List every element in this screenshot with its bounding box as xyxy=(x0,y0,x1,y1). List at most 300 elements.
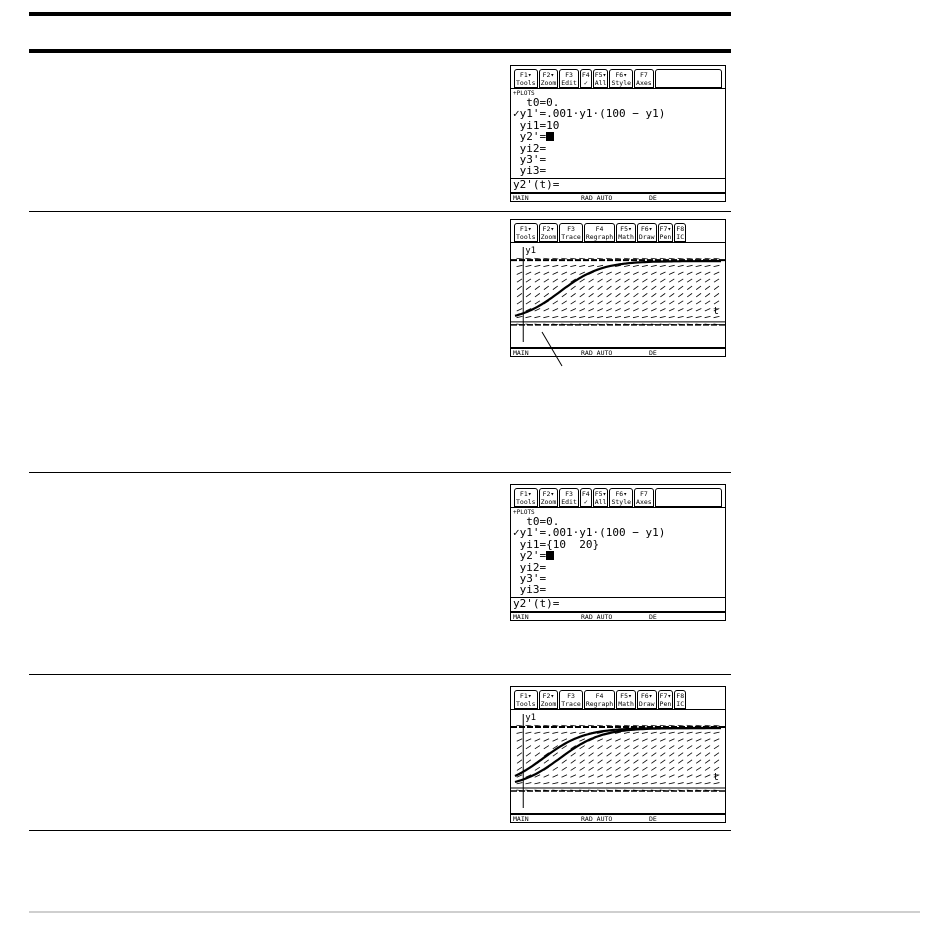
slope-segment xyxy=(696,258,702,259)
slope-segment xyxy=(535,739,540,742)
slope-segment xyxy=(633,316,639,317)
slope-segment xyxy=(660,767,665,770)
slope-segment xyxy=(553,775,558,778)
slope-segment xyxy=(607,286,612,290)
slope-segment xyxy=(580,767,585,770)
slope-segment xyxy=(517,265,523,266)
function-key-7[interactable]: F7 Axes xyxy=(636,71,652,87)
slope-segment xyxy=(607,767,612,770)
slope-segment xyxy=(535,301,540,304)
slope-segment xyxy=(678,725,684,726)
callout-pointer xyxy=(540,330,580,370)
slope-segment xyxy=(580,301,585,304)
slope-segment xyxy=(696,301,701,304)
slope-segment xyxy=(606,783,612,784)
slope-segment xyxy=(669,286,674,290)
slope-segment xyxy=(517,725,523,726)
y3-line: y3'= xyxy=(513,153,547,167)
slope-segment xyxy=(606,775,611,778)
slope-segment xyxy=(589,293,594,297)
slope-segment xyxy=(580,746,585,749)
slope-segment xyxy=(571,301,576,304)
slope-segment xyxy=(526,760,531,763)
slope-segment xyxy=(642,746,647,749)
slope-segment xyxy=(543,258,549,259)
slope-segment xyxy=(571,308,576,311)
slope-segment xyxy=(615,767,620,770)
slope-segment xyxy=(696,293,701,297)
slope-segment xyxy=(696,308,701,311)
slope-segment xyxy=(570,775,575,778)
slope-segment xyxy=(624,739,629,742)
slope-segment xyxy=(526,279,531,282)
slope-segment xyxy=(517,301,522,304)
slope-segment xyxy=(597,775,602,778)
slope-segment xyxy=(678,279,683,282)
slope-segment xyxy=(625,760,630,763)
toolbar xyxy=(511,687,725,710)
slope-segment xyxy=(571,272,576,275)
slope-segment xyxy=(651,760,656,763)
slope-segment xyxy=(678,753,683,756)
function-key-3[interactable]: F3 Edit xyxy=(561,71,577,87)
slope-segment xyxy=(678,272,683,275)
slope-segment xyxy=(642,753,647,756)
slope-segment xyxy=(571,293,576,297)
slope-segment xyxy=(624,746,629,749)
slope-segment xyxy=(607,279,612,282)
slope-segment xyxy=(562,272,567,275)
slope-segment xyxy=(678,746,683,749)
slope-segment xyxy=(579,265,585,266)
slope-segment xyxy=(669,272,674,275)
slope-segment xyxy=(687,732,693,733)
slope-segment xyxy=(598,279,603,282)
slope-segment xyxy=(669,760,674,763)
slope-segment xyxy=(687,258,693,259)
slope-segment xyxy=(562,279,567,282)
t-axis-label: t xyxy=(713,772,720,783)
slope-segment xyxy=(705,767,710,770)
function-key-8[interactable]: F8 IC xyxy=(676,692,685,708)
function-key-1[interactable]: F1▾ Tools xyxy=(516,692,536,708)
top-rule xyxy=(29,12,731,16)
slope-segment xyxy=(525,258,531,259)
slope-segment xyxy=(696,783,702,784)
status-mode: MAIN xyxy=(513,194,529,202)
slope-segment xyxy=(588,308,593,311)
header-rule xyxy=(29,49,731,53)
yi1-line: yi1={10 20} xyxy=(513,537,600,551)
slope-segment xyxy=(705,746,710,749)
slope-segment xyxy=(625,286,630,290)
function-key-8[interactable]: F8 IC xyxy=(676,225,685,241)
slope-segment xyxy=(687,783,693,784)
slope-segment xyxy=(562,739,567,742)
t-axis-label: t xyxy=(713,305,720,317)
slope-segment xyxy=(589,279,594,282)
slope-segment xyxy=(705,760,710,763)
function-key-6[interactable]: F6▾ Style xyxy=(611,71,632,87)
function-key-1[interactable]: F1▾ Tools xyxy=(516,225,536,241)
slope-segment xyxy=(553,279,558,282)
slope-segment xyxy=(705,739,710,742)
slope-segment xyxy=(669,725,675,726)
slope-segment xyxy=(714,286,719,290)
slope-segment xyxy=(526,272,531,275)
slope-segment xyxy=(561,258,567,259)
slope-segment xyxy=(624,775,629,778)
status-angle: RAD AUTO xyxy=(581,349,613,357)
slope-segment xyxy=(562,301,567,304)
slope-segment xyxy=(606,316,612,317)
calculator-screen-graph-2 xyxy=(510,686,726,823)
function-key-3[interactable]: F3 Trace xyxy=(561,225,581,241)
slope-segment xyxy=(705,286,710,290)
slope-segment xyxy=(696,279,701,282)
slope-segment xyxy=(705,308,710,311)
slope-segment xyxy=(660,316,666,317)
slope-segment xyxy=(562,293,567,297)
slope-segment xyxy=(517,293,522,297)
slope-segment xyxy=(535,746,540,749)
slope-segment xyxy=(535,767,540,770)
y2-line: y2'= xyxy=(513,550,723,561)
slope-segment xyxy=(642,265,648,266)
slope-segment xyxy=(687,272,692,275)
slope-segment xyxy=(589,753,594,756)
function-key-4[interactable]: F4 Regraph xyxy=(585,225,614,241)
slope-segment xyxy=(660,783,666,784)
slope-segment xyxy=(624,308,629,311)
slope-segment xyxy=(696,746,701,749)
slope-segment xyxy=(570,258,576,259)
function-key-1[interactable]: F1▾ Tools xyxy=(516,71,536,87)
yi1-line: yi1=10 xyxy=(513,118,560,132)
slope-segment xyxy=(651,272,656,275)
slope-segment xyxy=(579,316,585,317)
slope-segment xyxy=(598,301,603,304)
slope-segment xyxy=(588,775,593,778)
function-key-2[interactable]: F2▾ Zoom xyxy=(540,225,557,241)
slope-segment xyxy=(678,739,683,742)
slope-segment xyxy=(561,783,567,784)
slope-segment xyxy=(633,286,638,290)
slope-segment xyxy=(687,746,692,749)
slope-segment xyxy=(678,775,683,778)
slope-segment xyxy=(589,286,594,290)
slope-segment xyxy=(535,272,540,275)
slope-segment xyxy=(642,258,648,259)
entry-line: y2'(t)= xyxy=(511,178,725,191)
slope-segment xyxy=(633,760,638,763)
slope-segment xyxy=(714,725,720,726)
text-cursor xyxy=(546,132,554,141)
slope-segment xyxy=(534,725,540,726)
slope-segment xyxy=(571,767,576,770)
slope-segment xyxy=(543,783,549,784)
y-editor xyxy=(513,90,723,177)
slope-segment xyxy=(561,316,567,317)
slope-segment xyxy=(562,767,567,770)
slope-segment xyxy=(660,265,666,266)
slope-segment xyxy=(633,753,638,756)
slope-segment xyxy=(570,725,576,726)
slope-segment xyxy=(669,739,674,742)
slope-segment xyxy=(606,258,612,259)
slope-segment xyxy=(534,265,540,266)
function-key-1[interactable]: F1▾ Tools xyxy=(516,490,536,506)
function-key-4[interactable]: F4 ✓ xyxy=(581,71,590,87)
slope-segment xyxy=(660,775,665,778)
text-cursor xyxy=(546,551,554,560)
slope-segment xyxy=(687,286,692,290)
slope-segment xyxy=(616,286,621,290)
function-key-3[interactable]: F3 Trace xyxy=(561,692,581,708)
slope-segment xyxy=(714,767,719,770)
slope-segment xyxy=(651,732,657,733)
slope-segment xyxy=(615,316,621,317)
slope-segment xyxy=(615,279,620,282)
plots-label: +PLOTS xyxy=(513,509,535,516)
slope-segment xyxy=(580,286,585,290)
slope-segment xyxy=(525,725,531,726)
slope-segment xyxy=(552,265,558,266)
slope-segment xyxy=(615,308,620,311)
slope-segment xyxy=(669,783,675,784)
slope-segment xyxy=(588,783,594,784)
slope-segment xyxy=(624,258,630,259)
slope-segment xyxy=(597,272,602,275)
function-key-4[interactable]: F4 ✓ xyxy=(581,490,590,506)
slope-segment xyxy=(561,732,567,733)
slope-segment xyxy=(517,308,522,311)
slope-segment xyxy=(714,279,719,282)
function-key-7[interactable]: F7 Axes xyxy=(636,490,652,506)
slope-segment xyxy=(580,279,585,282)
slope-segment xyxy=(633,272,638,275)
slope-segment xyxy=(633,725,639,726)
slope-segment xyxy=(562,308,567,311)
slope-segment xyxy=(714,265,720,266)
entry-line: y2'(t)= xyxy=(511,597,725,610)
slope-segment xyxy=(517,753,522,756)
slope-segment xyxy=(651,265,657,266)
slope-segment xyxy=(642,783,648,784)
slope-segment xyxy=(526,739,531,742)
slope-segment xyxy=(606,725,612,726)
slope-segment xyxy=(544,775,549,778)
slope-segment xyxy=(669,293,674,297)
slope-segment xyxy=(696,739,701,742)
function-key-7[interactable]: F7▾ Pen xyxy=(659,225,672,241)
function-key-5[interactable]: F5▾ Math xyxy=(618,692,634,708)
status-bar xyxy=(511,192,725,201)
function-key-6[interactable]: F6▾ Draw xyxy=(638,225,655,241)
slope-segment xyxy=(535,753,540,756)
slope-segment xyxy=(607,301,612,304)
slope-segment xyxy=(526,301,531,304)
slope-segment xyxy=(642,316,648,317)
slope-segment xyxy=(633,258,639,259)
status-type: DE xyxy=(649,613,657,621)
slope-segment xyxy=(624,725,630,726)
y-axis-label: y1 xyxy=(525,713,537,723)
slope-segment xyxy=(633,775,638,778)
slope-segment xyxy=(660,308,665,311)
slope-segment xyxy=(607,760,612,763)
slope-field-graph xyxy=(511,710,725,812)
yi3-line: yi3= xyxy=(513,164,547,178)
slope-segment xyxy=(607,746,612,749)
slope-segment xyxy=(714,746,719,749)
slope-segment xyxy=(526,293,531,297)
function-key-5[interactable]: F5▾ Math xyxy=(618,225,634,241)
status-mode: MAIN xyxy=(513,349,529,357)
status-angle: RAD AUTO xyxy=(581,613,613,621)
slope-segment xyxy=(543,725,549,726)
slope-segment xyxy=(535,293,540,297)
slope-segment xyxy=(714,732,720,733)
slope-segment xyxy=(534,783,540,784)
slope-segment xyxy=(598,286,603,290)
slope-segment xyxy=(642,301,647,304)
slope-segment xyxy=(571,760,576,763)
slope-segment xyxy=(714,753,719,756)
slope-segment xyxy=(633,767,638,770)
slope-segment xyxy=(678,783,684,784)
slope-segment xyxy=(517,732,523,733)
slope-segment xyxy=(579,775,584,778)
slope-segment xyxy=(517,746,522,749)
slope-segment xyxy=(597,783,603,784)
toolbar xyxy=(511,66,725,89)
slope-segment xyxy=(687,760,692,763)
slope-segment xyxy=(705,753,710,756)
slope-segment xyxy=(579,258,585,259)
slope-segment xyxy=(615,746,620,749)
slope-segment xyxy=(597,739,602,742)
function-key-3[interactable]: F3 Edit xyxy=(561,490,577,506)
slope-segment xyxy=(642,308,647,311)
slope-segment xyxy=(651,753,656,756)
yi2-line: yi2= xyxy=(513,560,547,574)
slope-segment xyxy=(579,272,584,275)
slope-segment xyxy=(660,760,665,763)
slope-segment xyxy=(678,258,684,259)
slope-segment xyxy=(588,265,594,266)
slope-segment xyxy=(597,316,603,317)
status-mode: MAIN xyxy=(513,613,529,621)
slope-segment xyxy=(678,301,683,304)
slope-segment xyxy=(642,767,647,770)
slope-segment xyxy=(580,293,585,297)
slope-segment xyxy=(633,279,638,282)
yi3-line: yi3= xyxy=(513,583,547,597)
function-key-2[interactable]: F2▾ Zoom xyxy=(540,490,557,506)
function-key-2[interactable]: F2▾ Zoom xyxy=(540,692,557,708)
slope-segment xyxy=(544,746,549,749)
function-key-7[interactable]: F7▾ Pen xyxy=(659,692,672,708)
slope-segment xyxy=(571,753,576,756)
slope-segment xyxy=(633,308,638,311)
slope-segment xyxy=(669,775,674,778)
slope-segment xyxy=(687,301,692,304)
slope-segment xyxy=(705,293,710,297)
slope-segment xyxy=(669,746,674,749)
slope-segment xyxy=(669,308,674,311)
slope-segment xyxy=(615,739,620,742)
function-key-4[interactable]: F4 Regraph xyxy=(585,692,614,708)
function-key-6[interactable]: F6▾ Style xyxy=(611,490,632,506)
slope-segment xyxy=(660,739,665,742)
slope-segment xyxy=(517,316,523,317)
slope-segment xyxy=(598,760,603,763)
slope-segment xyxy=(526,316,532,317)
slope-segment xyxy=(687,316,693,317)
slope-segment xyxy=(526,265,532,266)
slope-segment xyxy=(552,783,558,784)
slope-segment xyxy=(552,725,558,726)
slope-segment xyxy=(633,293,638,297)
slope-segment xyxy=(642,286,647,290)
slope-segment xyxy=(606,739,611,742)
slope-segment xyxy=(543,265,549,266)
slope-segment xyxy=(535,279,540,282)
slope-segment xyxy=(633,783,639,784)
slope-segment xyxy=(624,783,630,784)
slope-segment xyxy=(642,775,647,778)
slope-segment xyxy=(696,316,702,317)
function-key-6[interactable]: F6▾ Draw xyxy=(638,692,655,708)
slope-segment xyxy=(633,732,639,733)
slope-segment xyxy=(714,739,719,742)
slope-segment xyxy=(705,265,711,266)
toolbar xyxy=(511,485,725,508)
slope-segment xyxy=(651,308,656,311)
slope-segment xyxy=(579,783,585,784)
slope-segment xyxy=(544,739,549,742)
calculator-screen-yeq-2 xyxy=(510,484,726,621)
slope-segment xyxy=(588,725,594,726)
page-footer-rule xyxy=(29,911,920,913)
slope-segment xyxy=(660,258,666,259)
slope-segment xyxy=(579,739,584,742)
slope-segment xyxy=(624,265,630,266)
status-type: DE xyxy=(649,815,657,823)
slope-segment xyxy=(660,279,665,282)
slope-segment xyxy=(687,725,693,726)
slope-segment xyxy=(642,739,647,742)
slope-segment xyxy=(597,258,603,259)
function-key-5[interactable]: F5▾ All xyxy=(594,71,607,87)
function-key-2[interactable]: F2▾ Zoom xyxy=(540,71,557,87)
slope-segment xyxy=(714,301,719,304)
function-key-5[interactable]: F5▾ All xyxy=(594,490,607,506)
slope-segment xyxy=(651,286,656,290)
slope-segment xyxy=(535,286,540,290)
slope-segment xyxy=(616,753,621,756)
yi2-line: yi2= xyxy=(513,141,547,155)
slope-segment xyxy=(642,760,647,763)
slope-segment xyxy=(579,308,584,311)
slope-segment xyxy=(660,725,666,726)
slope-segment xyxy=(615,775,620,778)
slope-segment xyxy=(534,732,540,733)
slope-segment xyxy=(517,767,522,770)
slope-segment xyxy=(606,272,611,275)
slope-segment xyxy=(625,753,630,756)
